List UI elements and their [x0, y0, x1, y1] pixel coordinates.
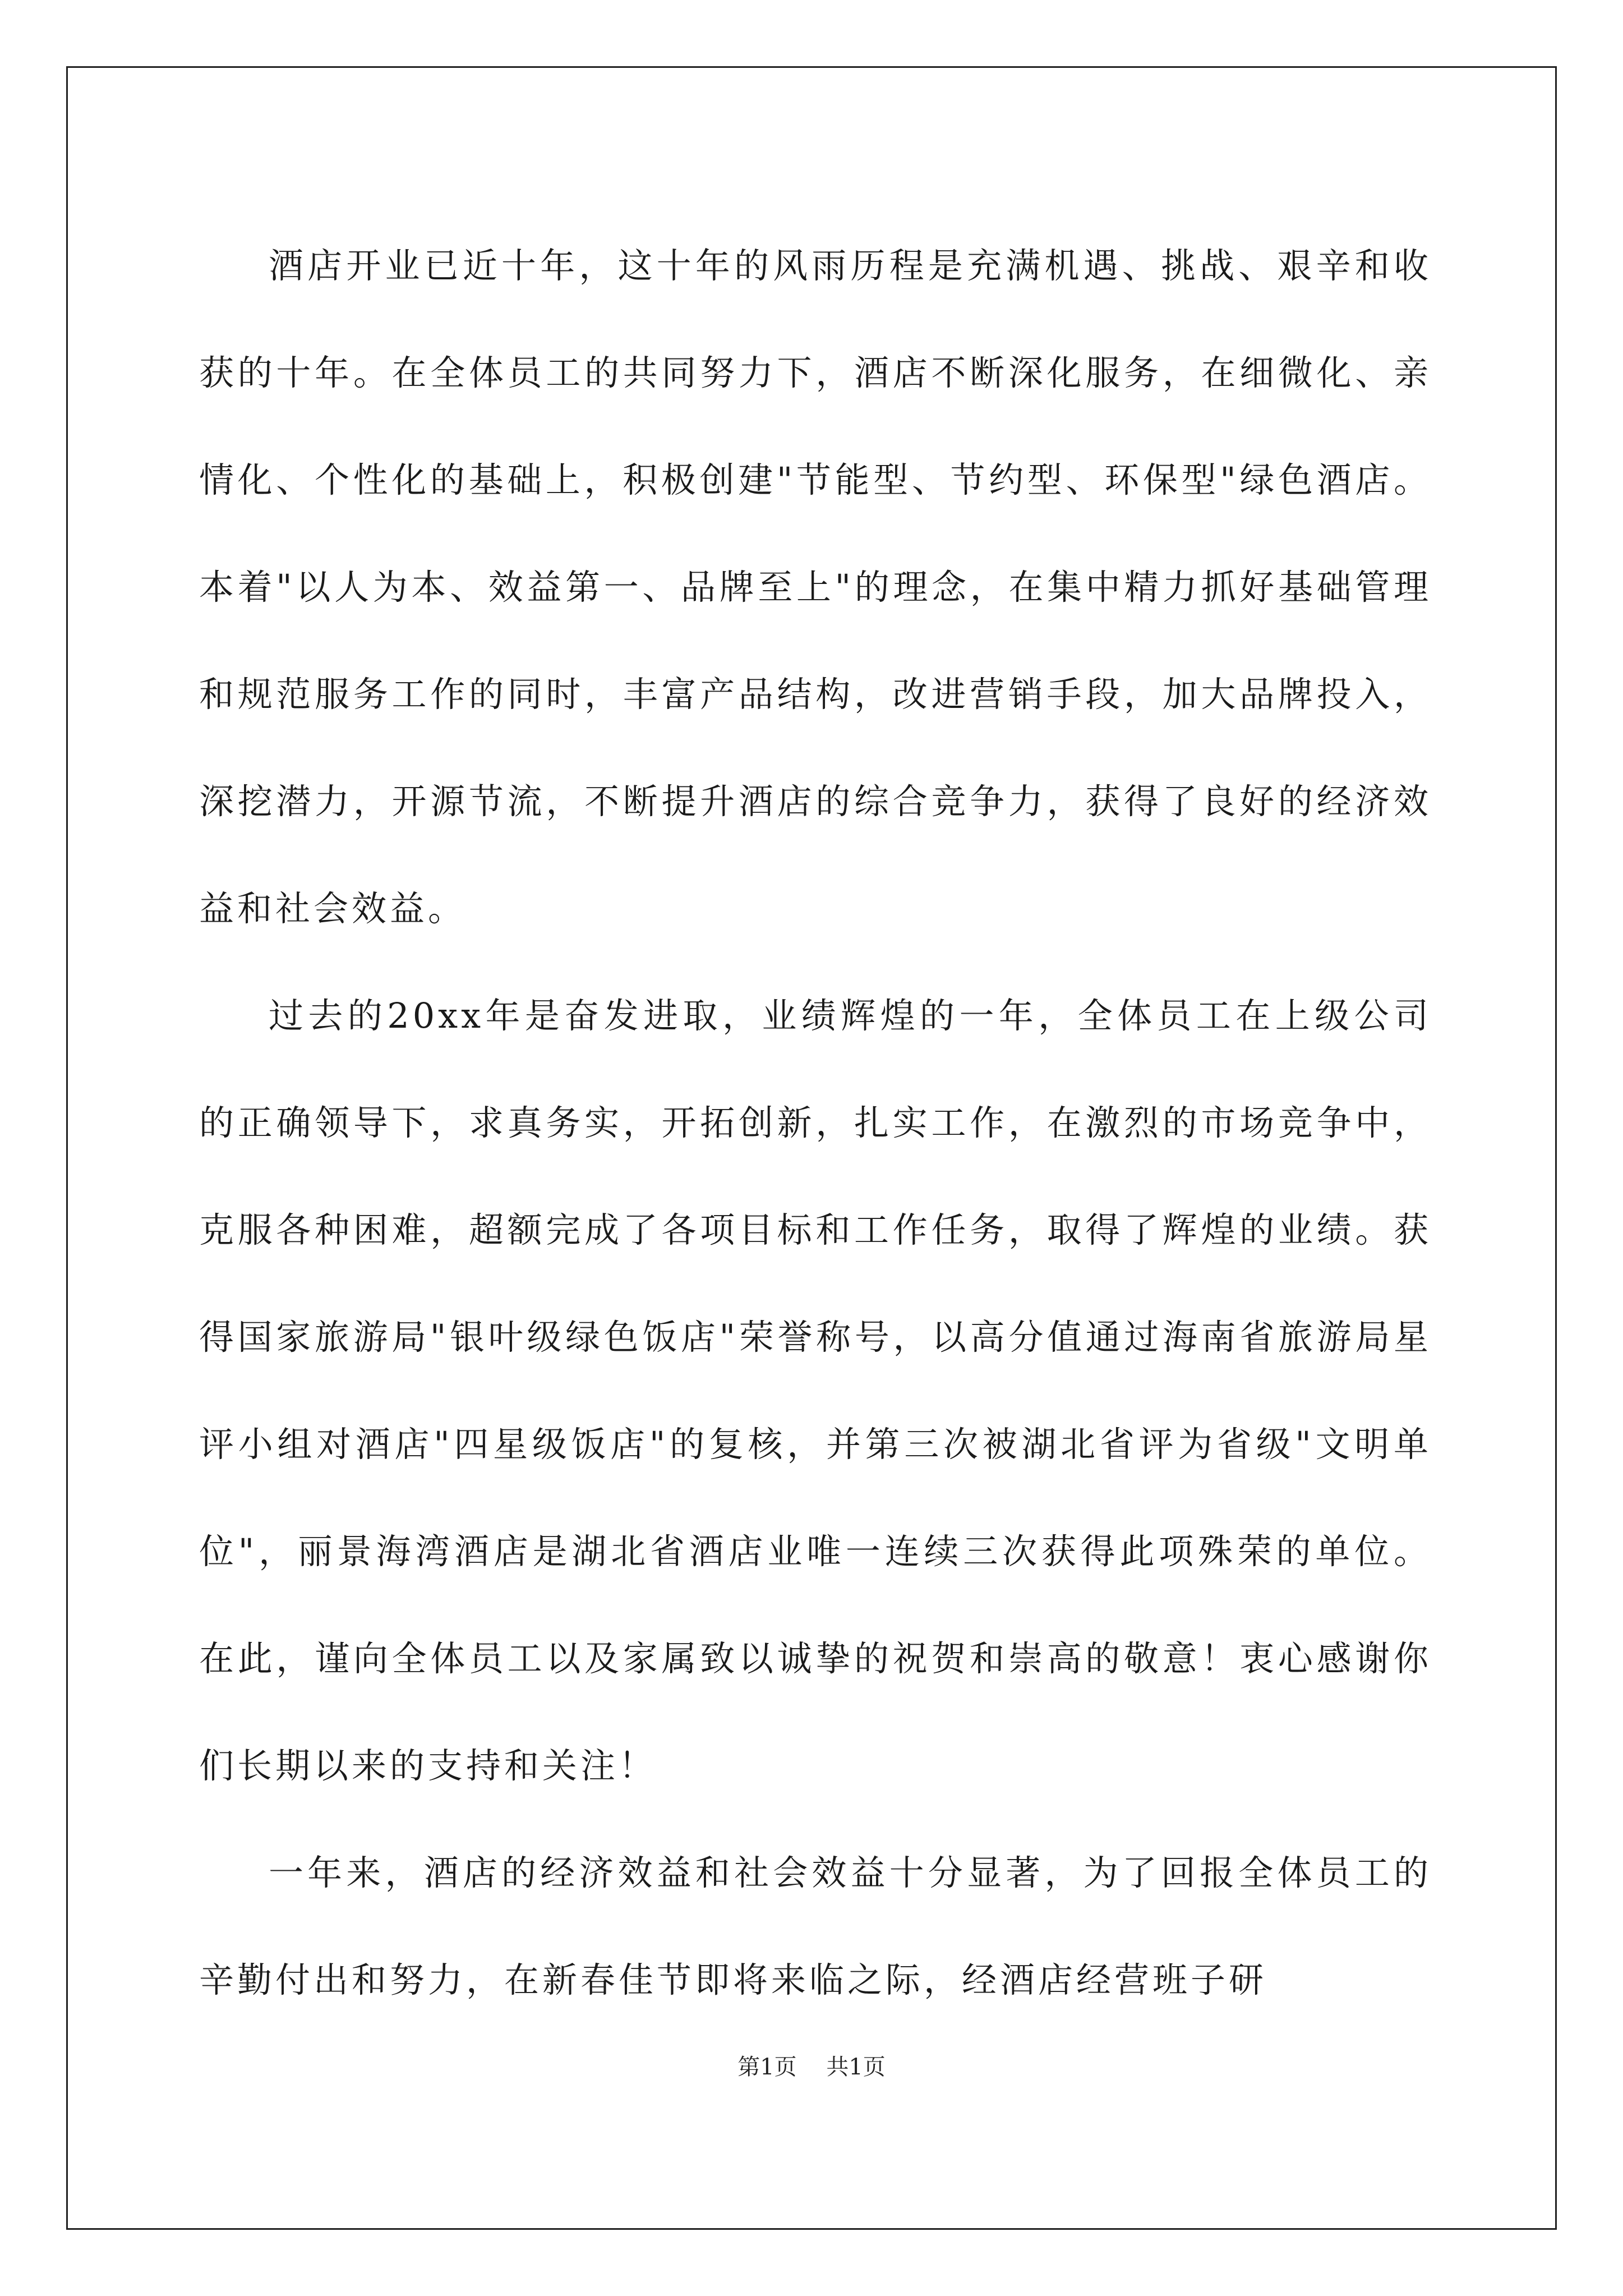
document-body: [199, 212, 1432, 2033]
page-total: 共1页: [826, 2054, 886, 2080]
page-number: 第1页: [737, 2054, 797, 2080]
page-footer: [0, 2050, 1623, 2084]
paragraph-2: 过去的20xx年是奋发进取，业绩辉煌的一年，全体员工在上级公司的正确领导下，求真务实，开拓创新，扎实工作，在激烈的市场竞争中，克服各种困难，超额完成了各项目标和工作任务，取得了辉煌的业绩。获得国家旅游局"银叶级绿色饭店"荣誉称号，以高分值通过海南省旅游局星评小组对酒店"四星级饭店"的复核，并第三次被湖北省评为省级"文明单位"，丽景海湾酒店是湖北省酒店业唯一连续三次获得此项殊荣的单位。 在此，谨向全体员工以及家属致以诚挚的祝贺和崇高的敬意！衷心感谢你们长期以来的支持和关注！: [199, 995, 1432, 1786]
paragraph-1: 酒店开业已近十年，这十年的风雨历程是充满机遇、挑战、艰辛和收获的十年。在全体员工的共同努力下，酒店不断深化服务，在细微化、亲情化、个性化的基础上，积极创建"节能型、节约型、环保型"绿色酒店。本着"以人为本、效益第一、品牌至上"的理念，在集中精力抓好基础管理和规范服务工作的同时，丰富产品结构，改进营销手段，加大品牌投入，深挖潜力，开源节流，不断提升酒店的综合竞争力，获得了良好的经济效益和社会效益。: [199, 245, 1432, 929]
paragraph-3: 一年来，酒店的经济效益和社会效益十分显著，为了回报全体员工的辛勤付出和努力，在新春佳节即将来临之际，经酒店经营班子研: [199, 1852, 1432, 2000]
